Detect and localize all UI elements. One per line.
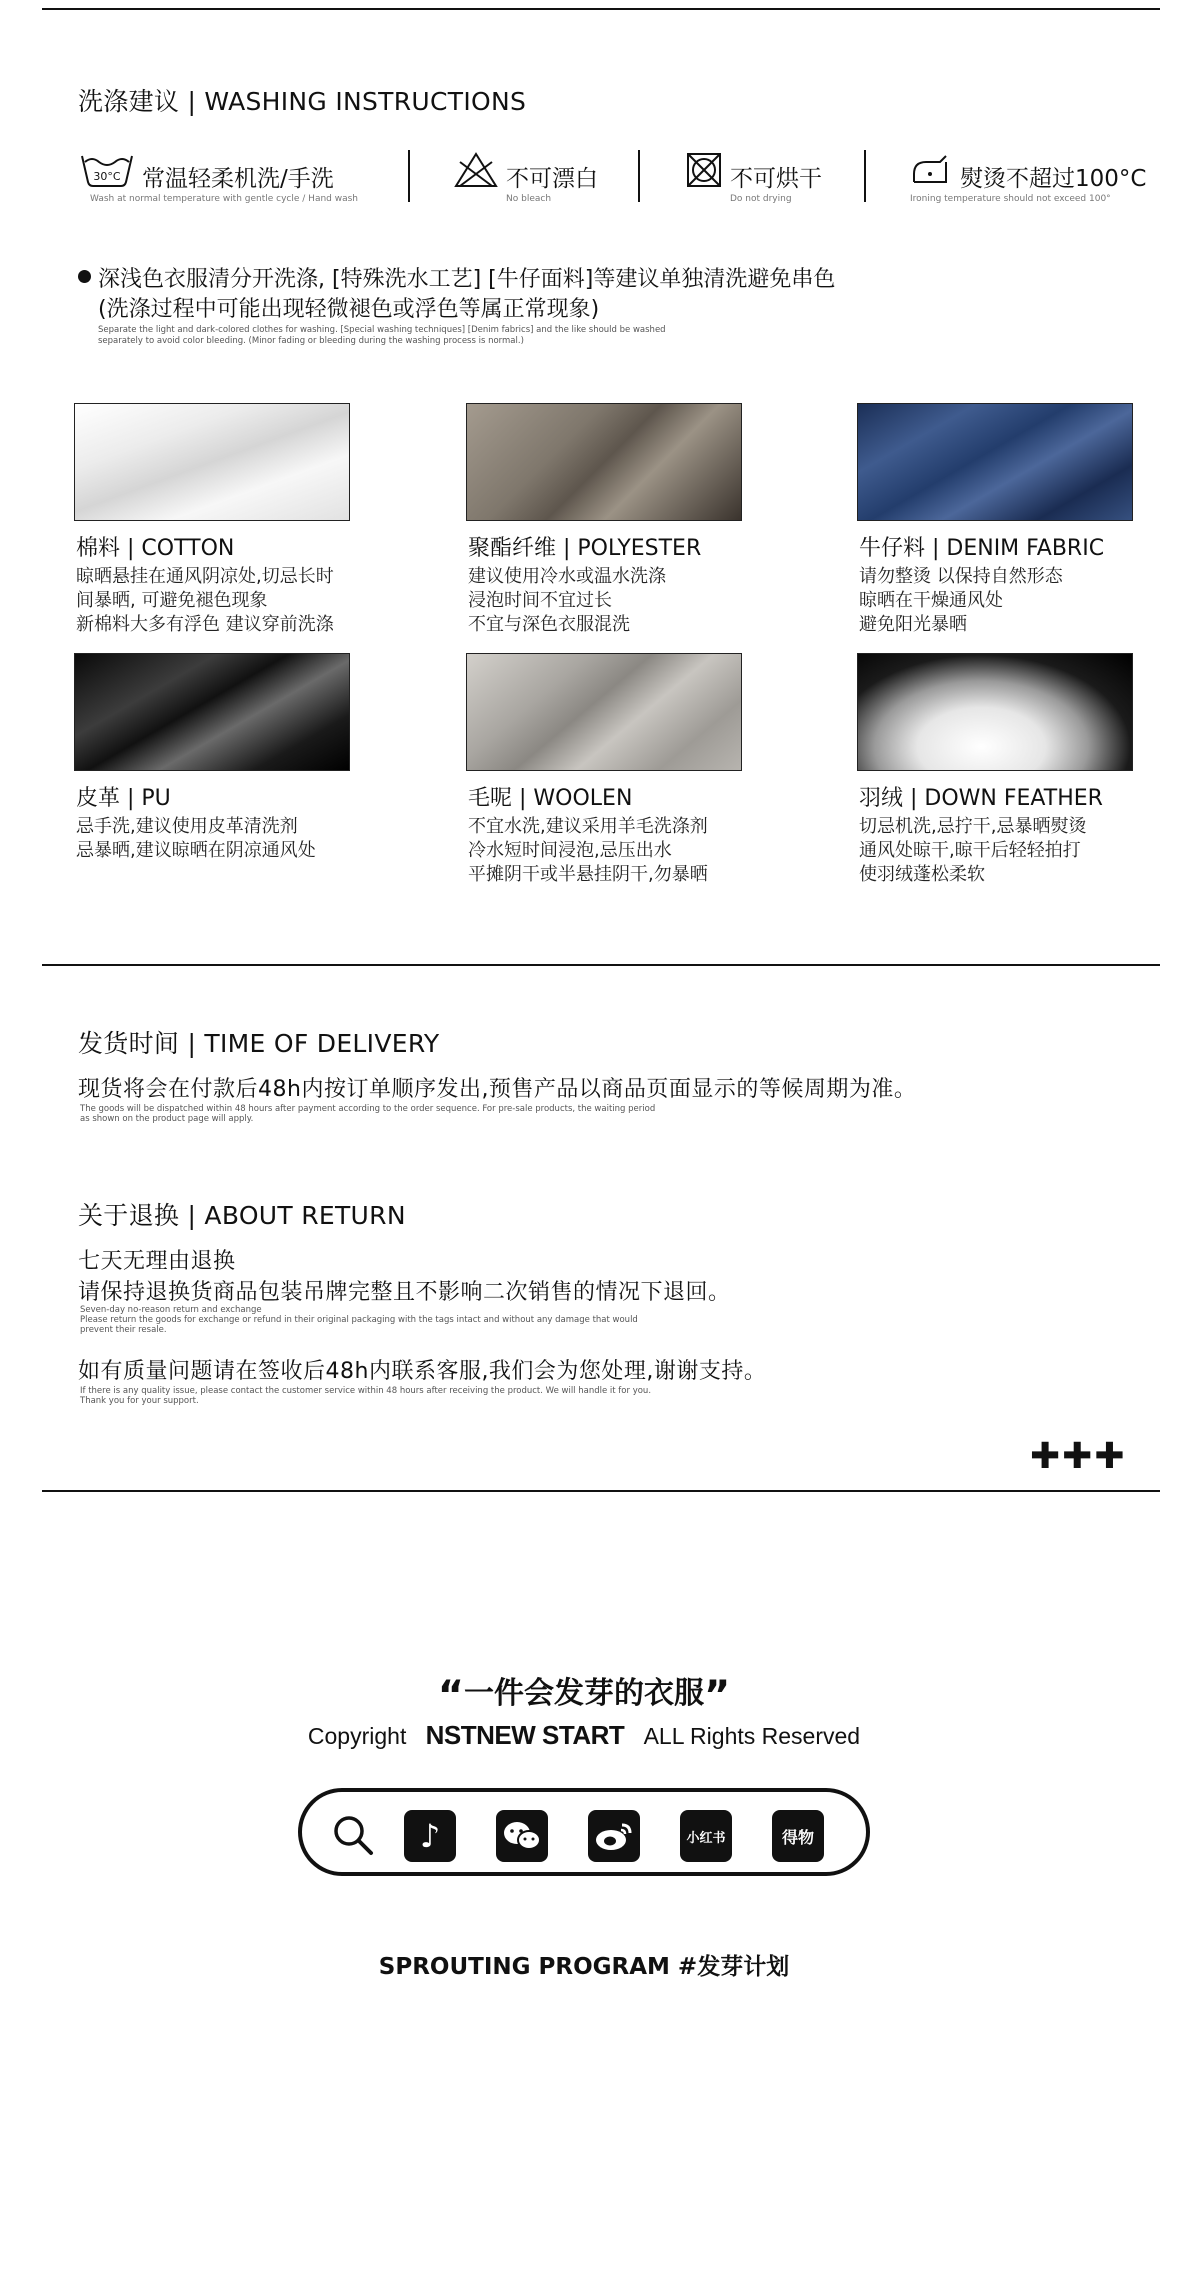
- fabric-description: [466, 565, 742, 637]
- brand-logo: NSTNEW START: [425, 1720, 625, 1750]
- return-line3: 如有质量问题请在签收后48h内联系客服,我们会为您处理,谢谢支持。: [78, 1359, 767, 1384]
- wash-temp-text: 30°C: [93, 170, 121, 183]
- delivery-en1: The goods will be dispatched within 48 hours after payment according to the order sequence. For pre-sale products, the waiting period: [80, 1104, 656, 1114]
- fabric-desc-line: 建议使用冷水或温水洗涤: [468, 566, 666, 587]
- fabric-pu: [74, 653, 350, 863]
- footer-slogan: [0, 1668, 1168, 1719]
- fabric-swatch-pu: [74, 653, 350, 771]
- fabric-desc-line: 使羽绒蓬松柔软: [859, 864, 985, 885]
- delivery-en2: as shown on the product page will apply.: [80, 1114, 254, 1124]
- return-en2: Please return the goods for exchange or refund in their original packaging with the tags intact and without any damage that would: [80, 1315, 638, 1325]
- fabric-description: [74, 565, 350, 637]
- fabric-name: 皮革 | PU: [76, 786, 171, 811]
- wash-item-bleach: [454, 150, 634, 210]
- fabric-desc-line: 通风处晾干,晾干后轻轻拍打: [859, 840, 1081, 861]
- fabric-desc-line: 忌手洗,建议使用皮革清洗剂: [76, 816, 298, 837]
- fabric-polyester: [466, 403, 742, 637]
- fabric-swatch-denim: [857, 403, 1133, 521]
- return-en3: prevent their resale.: [80, 1325, 167, 1335]
- wash-label-dry: 不可烘干: [730, 166, 822, 192]
- fabric-desc-line: 冷水短时间浸泡,忌压出水: [468, 840, 672, 861]
- fabric-swatch-polyester: [466, 403, 742, 521]
- fabric-desc-line: 新棉料大多有浮色 建议穿前洗涤: [76, 614, 334, 635]
- fabric-cotton: [74, 403, 350, 637]
- return-en4: If there is any quality issue, please contact the customer service within 48 hours after receiving the product. We will handle it for you.: [80, 1386, 652, 1396]
- fabric-swatch-down: [857, 653, 1133, 771]
- wash-sub-bleach: No bleach: [506, 194, 552, 204]
- fabric-desc-line: 避免阳光暴晒: [859, 614, 967, 635]
- fabric-woolen: [466, 653, 742, 887]
- wash-note-en2: separately to avoid color bleeding. (Minor fading or bleeding during the washing process is normal.): [98, 336, 524, 346]
- fabric-desc-line: 晾晒悬挂在通风阴凉处,切忌长时: [76, 566, 334, 587]
- fabric-desc-line: 不宜与深色衣服混洗: [468, 614, 630, 635]
- copyright-label: Copyright: [307, 1723, 407, 1749]
- quote-open: “: [437, 1673, 464, 1719]
- fabric-desc-line: 浸泡时间不宜过长: [468, 590, 612, 611]
- fabric-desc-line: 忌暴晒,建议晾晒在阴凉通风处: [76, 840, 316, 861]
- dewu-icon[interactable]: 得物: [772, 1810, 824, 1862]
- washing-title: 洗涤建议 | WASHING INSTRUCTIONS: [78, 87, 527, 116]
- fabric-desc-line: 不宜水洗,建议采用羊毛洗涤剂: [468, 816, 708, 837]
- cross-decoration: ✚✚✚: [1030, 1436, 1127, 1477]
- fabric-name: 聚酯纤维 | POLYESTER: [468, 536, 702, 561]
- social-bar: [298, 1788, 870, 1876]
- xiaohongshu-icon[interactable]: 小红书: [680, 1810, 732, 1862]
- delivery-title: 发货时间 | TIME OF DELIVERY: [78, 1029, 440, 1058]
- fabric-description: [857, 815, 1133, 887]
- no-bleach-icon: [454, 152, 498, 188]
- return-line1: 七天无理由退换: [78, 1249, 236, 1274]
- fabric-name: 毛呢 | WOOLEN: [468, 786, 633, 811]
- return-line2: 请保持退换货商品包装吊牌完整且不影响二次销售的情况下退回。: [78, 1280, 731, 1305]
- no-tumble-dry-icon: [686, 152, 722, 188]
- fabric-description: [857, 565, 1133, 637]
- fabric-desc-line: 间暴晒, 可避免褪色现象: [76, 590, 268, 611]
- section-divider: [42, 964, 1160, 966]
- wash-note-en1: Separate the light and dark-colored clothes for washing. [Special washing techniques] [Denim fabrics] and the like should be washed: [98, 325, 666, 335]
- fabric-name: 牛仔料 | DENIM FABRIC: [859, 536, 1105, 561]
- quote-close: ”: [704, 1673, 731, 1719]
- return-title: 关于退换 | ABOUT RETURN: [78, 1201, 406, 1230]
- wash-label-bleach: 不可漂白: [506, 166, 598, 192]
- fabric-swatch-cotton: [74, 403, 350, 521]
- wash-item-machine: [80, 150, 380, 210]
- wash-label-iron: 熨烫不超过100°C: [960, 166, 1147, 192]
- wash-separator: [864, 150, 866, 202]
- wechat-icon[interactable]: [496, 1810, 548, 1862]
- fabric-down: [857, 653, 1133, 887]
- wash-label-machine: 常温轻柔机洗/手洗: [142, 166, 334, 192]
- fabric-name: 羽绒 | DOWN FEATHER: [859, 786, 1103, 811]
- program-label: SPROUTING PROGRAM #发芽计划: [378, 1954, 790, 1980]
- top-divider: [42, 8, 1160, 10]
- slogan-text: 一件会发芽的衣服: [464, 1676, 704, 1711]
- wash-sub-dry: Do not drying: [730, 194, 792, 204]
- wash-separator: [638, 150, 640, 202]
- delivery-text: 现货将会在付款后48h内按订单顺序发出,预售产品以商品页面显示的等候周期为准。: [78, 1077, 917, 1102]
- fabric-denim: [857, 403, 1133, 637]
- fabric-description: [466, 815, 742, 887]
- iron-icon: [910, 152, 950, 188]
- wash-item-iron: [910, 150, 1160, 210]
- wash-separator: [408, 150, 410, 202]
- wash-sub-machine: Wash at normal temperature with gentle cycle / Hand wash: [90, 194, 359, 204]
- tiktok-icon[interactable]: ♪: [404, 1810, 456, 1862]
- weibo-icon[interactable]: [588, 1810, 640, 1862]
- footer-copyright: [0, 1720, 1168, 1751]
- fabric-name: 棉料 | COTTON: [76, 536, 235, 561]
- fabric-description: [74, 815, 350, 863]
- fabric-desc-line: 平摊阴干或半悬挂阴干,勿暴晒: [468, 864, 708, 885]
- return-en1: Seven-day no-reason return and exchange: [80, 1305, 262, 1315]
- search-icon[interactable]: [332, 1814, 374, 1856]
- wash-note-line1: 深浅色衣服清分开洗涤, [特殊洗水工艺] [牛仔面料]等建议单独清洗避免串色: [98, 267, 836, 292]
- bullet-dot: [78, 270, 91, 283]
- fabric-desc-line: 请勿整烫 以保持自然形态: [859, 566, 1063, 587]
- wash-30-icon: [80, 152, 134, 188]
- wash-sub-iron: Ironing temperature should not exceed 100°: [910, 194, 1111, 204]
- fabric-desc-line: 晾晒在干燥通风处: [859, 590, 1003, 611]
- section-divider: [42, 1490, 1160, 1492]
- return-en5: Thank you for your support.: [80, 1396, 199, 1406]
- wash-note-line2: (洗涤过程中可能出现轻微褪色或浮色等属正常现象): [98, 297, 600, 322]
- rights-label: ALL Rights Reserved: [643, 1723, 861, 1749]
- fabric-desc-line: 切忌机洗,忌拧干,忌暴晒熨烫: [859, 816, 1087, 837]
- wash-item-dry: [686, 150, 846, 210]
- fabric-swatch-woolen: [466, 653, 742, 771]
